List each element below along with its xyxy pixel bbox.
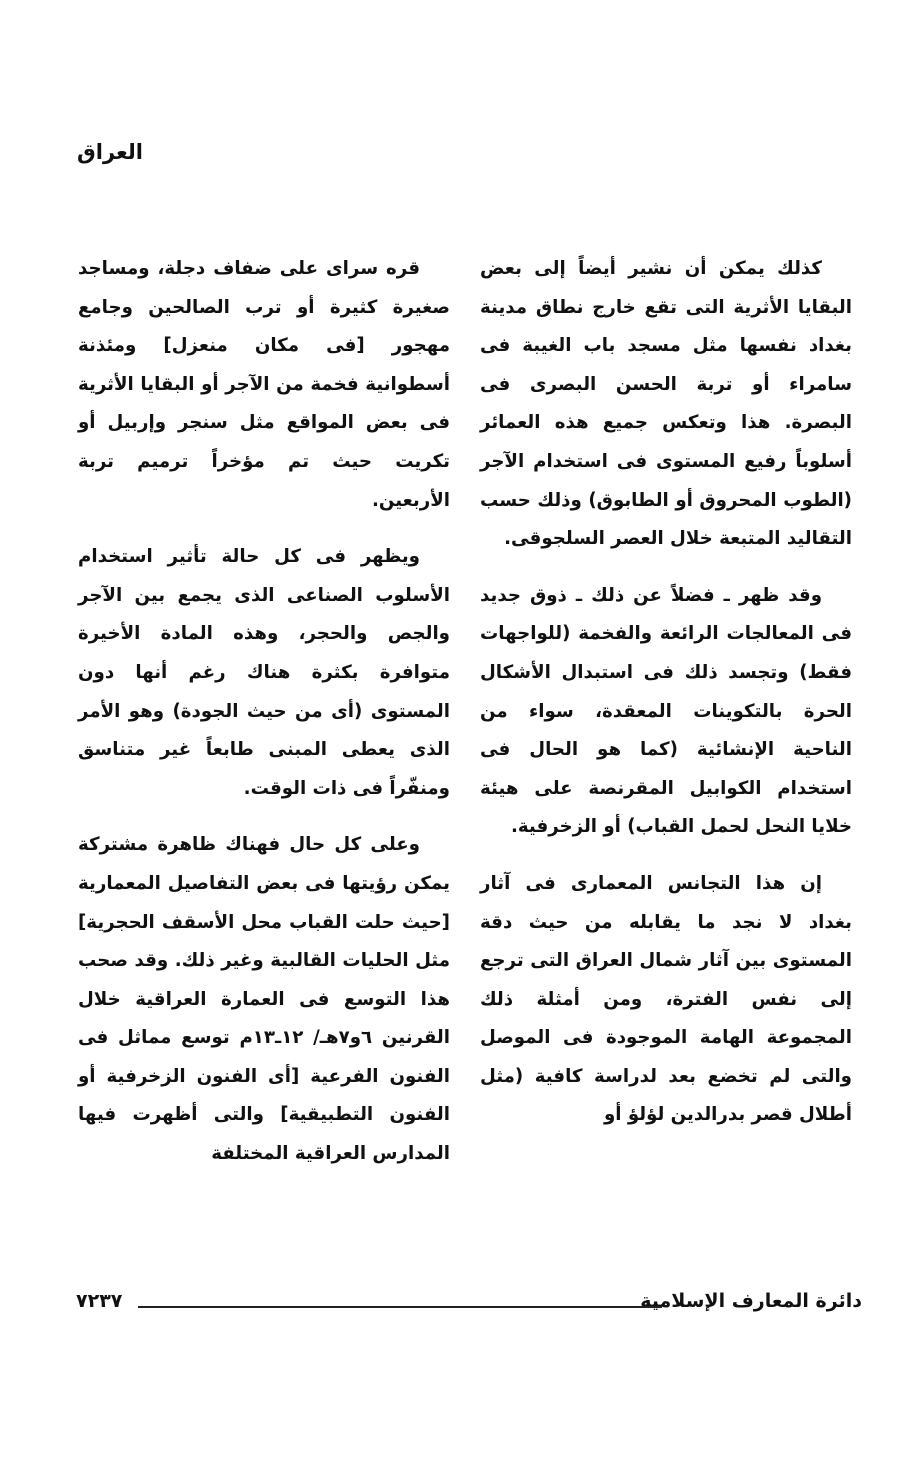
page-number: ٧٢٣٧: [76, 1290, 123, 1312]
text-column-right: [480, 250, 852, 1153]
paragraph: وعلى كل حال فهناك ظاهرة مشتركة يمكن رؤيتها فى بعض التفاصيل المعمارية [حيث حلت القباب محل الأسقف الحجرية] مثل الحليات القالبية وغير ذلك. وقد صحب هذا التوسع فى العمارة العراقية خلال القرنين ٦و٧هـ/ ١٢ـ١٣م توسع مماثل فى الفنون الفرعية [أى الفنون الزخرفية أو الفنون التطبيقية] والتى أظهرت فيها المدارس العراقية المختلفة: [78, 834, 450, 1165]
paragraph: ويظهر فى كل حالة تأثير استخدام الأسلوب الصناعى الذى يجمع بين الآجر والجص والحجر، وهذه المادة الأخيرة متوافرة بكثرة هناك رغم أنها دون المستوى (أى من حيث الجودة) وهو الأمر الذى يعطى المبنى طابعاً غير متناسق ومنفّراً فى ذات الوقت.: [78, 546, 450, 799]
page-footer: [76, 1290, 862, 1320]
running-header-title: العراق: [77, 140, 143, 164]
footer-publication-title: دائرة المعارف الإسلامية: [640, 1290, 862, 1312]
paragraph: قره سراى على ضفاف دجلة، ومساجد صغيرة كثيرة أو ترب الصالحين وجامع مهجور [فى مكان منعزل] ومئذنة أسطوانية فخمة من الآجر أو البقايا الأثرية فى بعض المواقع مثل سنجر وإربيل أو تكريت حيث تم مؤخراً ترميم تربة الأربعين.: [78, 258, 450, 511]
paragraph: إن هذا التجانس المعمارى فى آثار بغداد لا نجد ما يقابله من حيث دقة المستوى بين آثار شمال العراق التى ترجع إلى نفس الفترة، ومن أمثلة ذلك المجموعة الهامة الموجودة فى الموصل والتى لم تخضع بعد لدراسة كافية (مثل أطلال قصر بدرالدين لؤلؤ أو: [480, 872, 852, 1126]
text-column-left: [78, 250, 450, 1192]
paragraph: كذلك يمكن أن نشير أيضاً إلى بعض البقايا الأثرية التى تقع خارج نطاق مدينة بغداد نفسها مثل مسجد باب الغيبة فى سامراء أو تربة الحسن البصرى فى البصرة. هذا وتعكس جميع هذه العمائر أسلوباً رفيع المستوى فى استخدام الآجر (الطوب المحروق أو الطابوق) وذلك حسب التقاليد المتبعة خلال العصر السلجوقى.: [480, 258, 852, 550]
footer-rule-divider: [138, 1306, 662, 1308]
paragraph: وقد ظهر ـ فضلاً عن ذلك ـ ذوق جديد فى المعالجات الرائعة والفخمة (للواجهات فقط) وتجسد ذلك فى استبدال الأشكال الحرة بالتكوينات المعقدة، سواء من الناحية الإنشائية (كما هو الحال فى استخدام الكوابيل المقرنصة على هيئة خلايا النحل لحمل القباب) أو الزخرفية.: [480, 584, 852, 838]
